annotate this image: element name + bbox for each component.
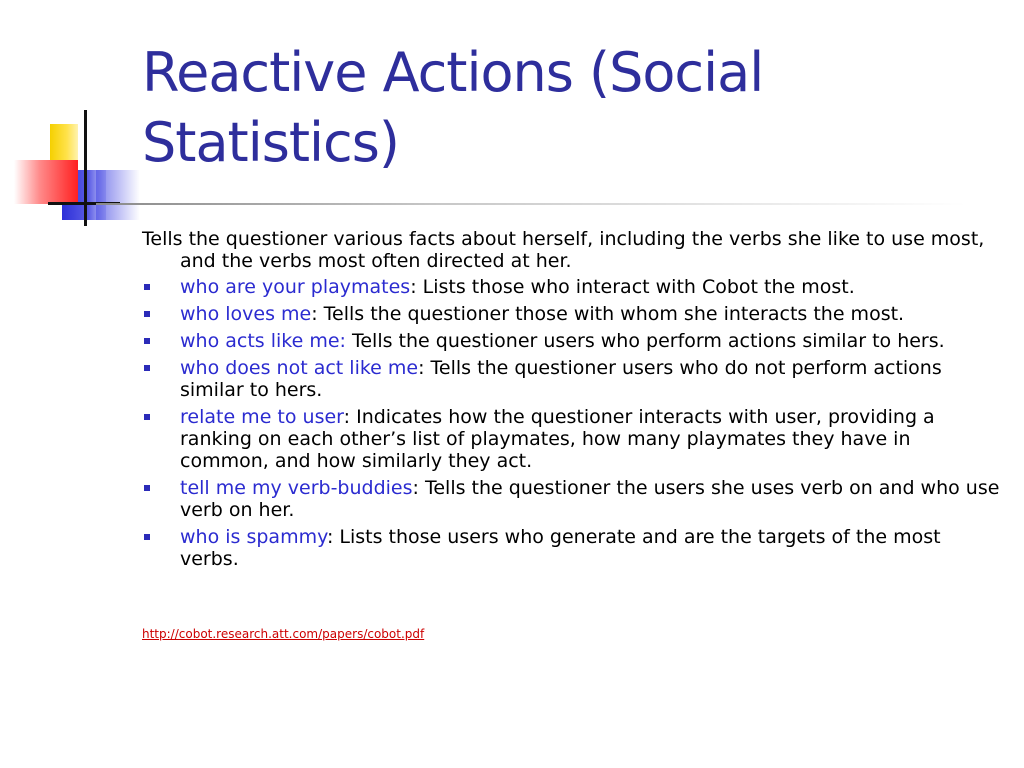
command-description: Tells the questioner users who perform actions similar to hers. [345,330,945,352]
list-item [142,357,1004,401]
list-item [142,477,1004,521]
list-item [142,526,1004,570]
reference-link[interactable]: http://cobot.research.att.com/papers/cobot.pdf [142,627,425,641]
slide-title: Reactive Actions (Social Statistics) [142,41,764,174]
command-term: who acts like me: [180,330,346,352]
command-term: tell me my verb-buddies [180,477,413,499]
command-term: who are your playmates [180,276,411,298]
square-bullet-icon [144,284,150,290]
square-bullet-icon [144,365,150,371]
square-bullet-icon [144,534,150,540]
red-square [14,160,78,204]
command-term: who is spammy [180,526,327,548]
square-bullet-icon [144,414,150,420]
command-term: who does not act like me [180,357,419,379]
list-item [142,303,1004,325]
square-bullet-icon [144,311,150,317]
command-term: who loves me [180,303,312,325]
vertical-rule [84,110,87,226]
square-bullet-icon [144,338,150,344]
list-item [142,406,1004,472]
command-term: relate me to user [180,406,344,428]
command-description: : Tells the questioner the users she uses verb on and who use verb on her. [180,477,1000,521]
intro-paragraph: Tells the questioner various facts about herself, including the verbs she like to use most, and the verbs most often directed at her. [142,228,985,272]
command-description: : Lists those who interact with Cobot the most. [410,276,855,298]
action-list [142,276,1004,570]
slide-body [142,228,1004,575]
command-description: : Tells the questioner those with whom she interacts the most. [311,303,905,325]
square-bullet-icon [144,485,150,491]
command-description: : Indicates how the questioner interacts with user, providing a ranking on each other’s list of playmates, how many playmates they have in common, and how similarly they act. [180,406,935,472]
list-item [142,330,1004,352]
command-description: : Tells the questioner users who do not perform actions similar to hers. [180,357,942,401]
command-description: : Lists those users who generate and are the targets of the most verbs. [180,526,941,570]
list-item [142,276,1004,298]
blue-square-fade [96,170,140,220]
title-underline [96,203,966,205]
